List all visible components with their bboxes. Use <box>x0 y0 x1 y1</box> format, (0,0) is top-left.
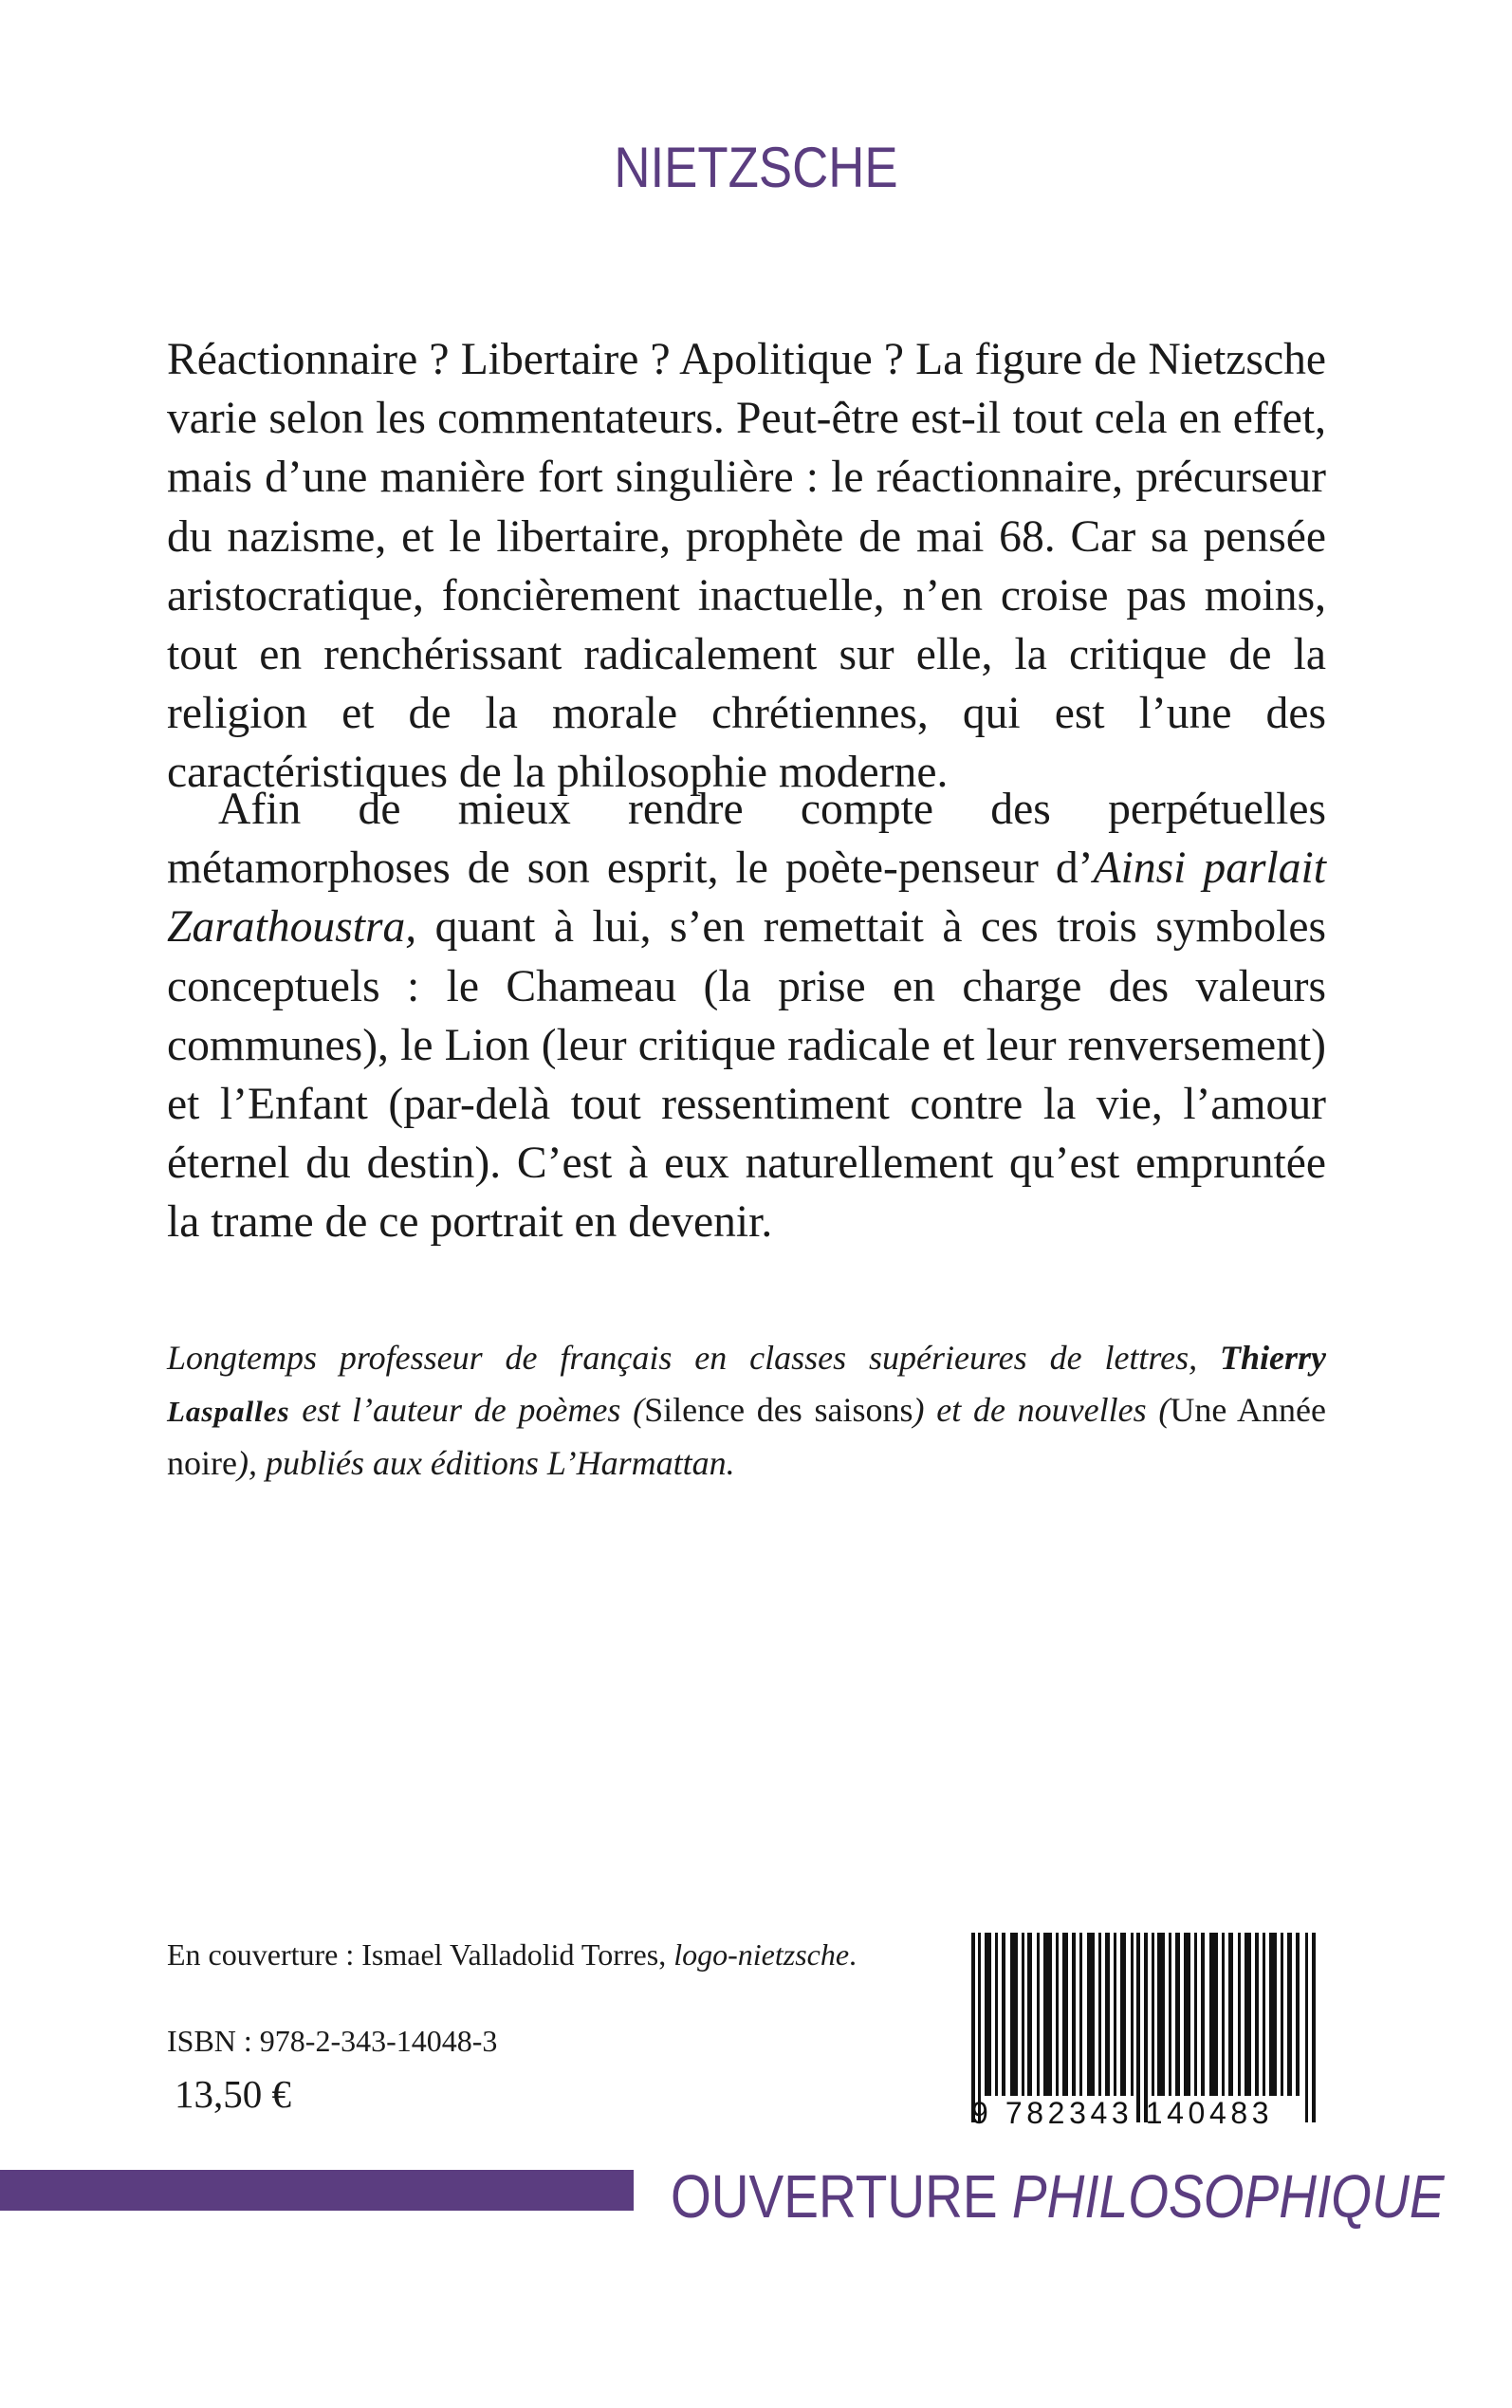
series-accent-bar <box>0 2170 634 2211</box>
bio-work-2: Une Année noire <box>167 1391 1326 1482</box>
bio-mid-1: est l’auteur de poèmes ( <box>289 1391 645 1429</box>
isbn: ISBN : 978-2-343-14048-3 <box>167 2024 498 2058</box>
paragraph-2-text-after: quant à lui, s’en remettait à ces trois symboles conceptuels : le Chameau (la prise en charge des valeurs communes), le Lion (leur critique radicale et leur renversement) et l’Enfant (par-delà tout ressentiment contre la vie, l’amour éternel du destin). C’est à eux naturellement qu’est empruntée la trame de ce portrait en devenir. <box>167 902 1326 1248</box>
summary-paragraph-2 <box>167 780 1326 1252</box>
author-first-name: Thierry <box>1220 1339 1326 1377</box>
paragraph-2-text-before: Afin de mieux rendre compte des perpétuelles métamorphoses de son esprit, le poète-penseur d’ <box>167 785 1326 894</box>
author-last-name: Laspalles <box>167 1395 290 1428</box>
bio-mid-2: ) et de nouvelles ( <box>913 1391 1171 1429</box>
price: 13,50 € <box>175 2072 291 2116</box>
bio-work-1: Silence des saisons <box>644 1391 913 1429</box>
cover-credit <box>167 1937 857 1973</box>
bio-intro: Longtemps professeur de français en classes supérieures de lettres, <box>167 1339 1220 1377</box>
cover-credit-work: logo-nietzsche <box>673 1937 850 1972</box>
book-title: NIETZSCHE <box>614 136 898 199</box>
summary-paragraph-1: Réactionnaire ? Libertaire ? Apolitique ? La figure de Nietzsche varie selon les commentateurs. Peut-être est-il tout cela en effet, mais d’une manière fort singulière : le réactionnaire, précurseur du nazisme, et le libertaire, prophète de mai 68. Car sa pensée aristocratique, foncièrement inactuelle, n’en croise pas moins, tout en renchérissant radicalement sur elle, la critique de la religion et de la morale chrétiennes, qui est l’une des caractéristiques de la philosophie moderne. <box>167 335 1326 798</box>
cover-credit-suffix: . <box>849 1937 857 1972</box>
bio-end: ), publiés aux éditions L’Harmattan. <box>236 1444 735 1482</box>
series-name <box>671 2161 1445 2232</box>
barcode-digits: 9 782343 140483 <box>971 2096 1274 2130</box>
series-name-part-2: PHILOSOPHIQUE <box>1011 2162 1445 2231</box>
cover-credit-prefix: En couverture : Ismael Valladolid Torres, <box>167 1937 674 1972</box>
series-name-part-1: OUVERTURE <box>671 2162 1012 2231</box>
work-title-zarathoustra: Ainsi parlait Zarathoustra, <box>167 843 1326 953</box>
author-bio <box>167 1332 1326 1490</box>
